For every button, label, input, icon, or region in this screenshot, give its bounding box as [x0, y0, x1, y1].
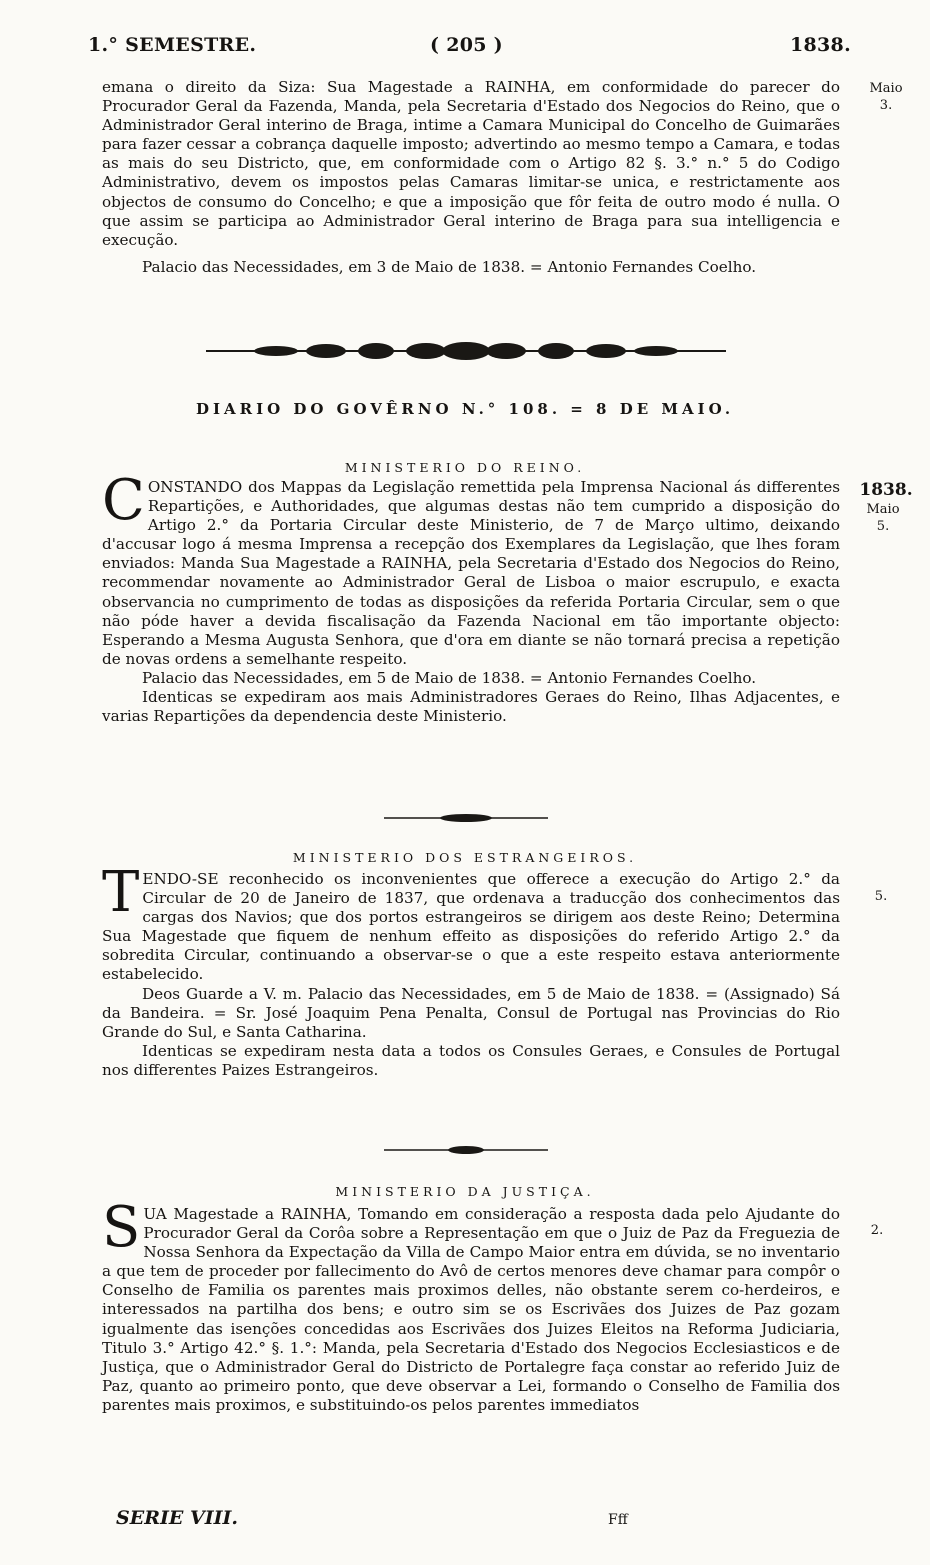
ornamental-divider	[206, 340, 726, 362]
margin-day: 2.	[870, 1223, 884, 1238]
margin-date-2	[858, 501, 908, 535]
section1-closing: Palacio das Necessidades, em 3 de Maio de 1838. = Antonio Fernandes Coelho.	[142, 257, 757, 276]
lead-word: ENDO-SE	[142, 870, 219, 888]
ministry-reino-title: MINISTERIO DO REINO.	[344, 460, 586, 475]
section2-body: dos Mappas da Legislação remettida pela Imprensa Nacional ás differentes Repartições, e Authoridades, que algumas destas não tem cumprido a disposição do Artigo 2.° da Portaria Circular deste Ministerio, de 7 de Março ultimo, deixando d'accusar logo á mesma Imprensa a recepção dos Exemplares da Legislação, que lhes foram enviados: Manda Sua Magestade a RAINHA, pela Secretaria d'Estado dos Negocios do Reino, recommendar novamente ao Administrador Geral de Lisboa o maior escrupulo, e exacta observancia no cumprimento de todas as disposições da referida Portaria Circular, sem o que não póde haver a devida fiscalisação da Fazenda Nacional em tão importante objecto: Esperando a Mesma Augusta Senhora, que d'ora em diante se não tornará precisa a repetição de novas ordens a semelhante respeito.	[102, 478, 840, 668]
margin-date-1	[864, 80, 908, 114]
page-number: ( 205 )	[430, 34, 503, 56]
small-divider	[384, 1144, 548, 1156]
small-divider	[384, 812, 548, 824]
signature-mark: Fff	[608, 1512, 628, 1528]
section3-paragraph	[102, 860, 840, 985]
semester-label: 1.° SEMESTRE.	[88, 34, 257, 56]
ministry-estrangeiros-title: MINISTERIO DOS ESTRANGEIROS.	[292, 850, 638, 865]
margin-date-4	[862, 1222, 892, 1239]
section1-paragraph: emana o direito da Siza: Sua Magestade a RAINHA, em conformidade do parecer do Procurador Geral da Fazenda, Manda, pela Secretaria d'Estado dos Negocios do Reino, que o Administrador Geral interino de Braga, intime a Camara Municipal do Concelho de Guimarães para fazer cessar a cobrança daquelle imposto; advertindo ao mesmo tempo a Camara, e todas as mais do seu Districto, que, em conformidade com o Artigo 82 §. 3.° n.° 5 do Codigo Administrativo, devem os impostos pelas Camaras limitar-se unica, e restrictamente aos objectos de consumo do Concelho; e que a imposição que fôr feita de outro modo é nulla. O que assim se participa ao Administrador Geral interino de Braga para sua intelligencia e execução.	[102, 78, 840, 249]
margin-year: 1838.	[859, 480, 913, 500]
year-label: 1838.	[790, 34, 851, 56]
margin-month: Maio	[866, 502, 900, 517]
section4-body: Magestade a RAINHA, Tomando em consideração a resposta dada pelo Ajudante do Procurador Geral da Corôa sobre a Representação em que o Juiz de Paz da Freguezia de Nossa Senhora da Expectação da Villa de Campo Maior entra em dúvida, se no inventario a que tem de proceder por fallecimento do Avô de certos menores deve chamar para compôr o Conselho de Familia os parentes mais proximos delles, não obstante serem co-herdeiros, e interessados na partilha dos bens; e outro sim se os Escrivães dos Juizes de Paz gozam igualmente das isenções concedidas aos Escrivães dos Juizes Eleitos na Reforma Judiciaria, Titulo 3.° Artigo 42.° §. 1.°: Manda, pela Secretaria d'Estado dos Negocios Ecclesiasticos e de Justiça, que o Administrador Geral do Districto de Portalegre faça constar ao referido Juiz de Paz, quanto ao primeiro ponto, que deve observar a Lei, formando o Conselho de Familia dos parentes mais proximos, e substituindo-os pelos parentes immediatos	[102, 1205, 840, 1414]
margin-day: 5.	[876, 519, 890, 534]
ministry-justica-title: MINISTERIO DA JUSTIÇA.	[335, 1184, 595, 1199]
section2-text	[102, 468, 840, 726]
margin-month: Maio	[869, 81, 903, 96]
dropcap-c: C	[102, 468, 145, 533]
margin-date-3	[866, 888, 896, 905]
lead-word: UA	[143, 1205, 167, 1223]
diario-heading: DIARIO DO GOVÊRNO N.° 108. = 8 DE MAIO.	[195, 400, 735, 418]
section3-note: Identicas se expediram nesta data a todos os Consules Geraes, e Consules de Portugal nos differentes Paizes Estrangeiros.	[102, 1041, 840, 1079]
section4-paragraph	[102, 1195, 840, 1415]
section4-text	[102, 1195, 840, 1415]
section1-text	[102, 78, 840, 277]
section3-body: reconhecido os inconvenientes que offerece a execução do Artigo 2.° da Circular de 20 de Janeiro de 1837, que ordenava a traducção dos conhecimentos das cargas dos Navios; que dos portos estrangeiros se dirigem aos deste Reino; Determina Sua Magestade que fiquem de nenhum effeito as disposições do referido Artigo 2.° da sobredita Circular, continuando a observar-se o que a este respeito estava anteriormente estabelecido.	[102, 870, 840, 984]
lead-word: ONSTANDO	[147, 478, 243, 496]
section3-closing: Deos Guarde a V. m. Palacio das Necessidades, em 5 de Maio de 1838. = (Assignado) Sá da Bandeira. = Sr. José Joaquim Pena Penalta, Consul de Portugal nas Provincias do Rio Grande do Sul, e Santa Catharina.	[102, 984, 840, 1041]
section2-paragraph	[102, 468, 840, 669]
serie-label: SERIE VIII.	[116, 1507, 238, 1529]
dropcap-s: S	[102, 1195, 141, 1260]
margin-day: 5.	[874, 889, 888, 904]
margin-day: 3.	[879, 98, 893, 113]
section3-text	[102, 860, 840, 1080]
section2-closing: Palacio das Necessidades, em 5 de Maio de 1838. = Antonio Fernandes Coelho.	[142, 668, 757, 687]
section2-note: Identicas se expediram aos mais Administradores Geraes do Reino, Ilhas Adjacentes, e varias Repartições da dependencia deste Ministerio.	[102, 688, 840, 726]
dropcap-t: T	[102, 860, 140, 925]
